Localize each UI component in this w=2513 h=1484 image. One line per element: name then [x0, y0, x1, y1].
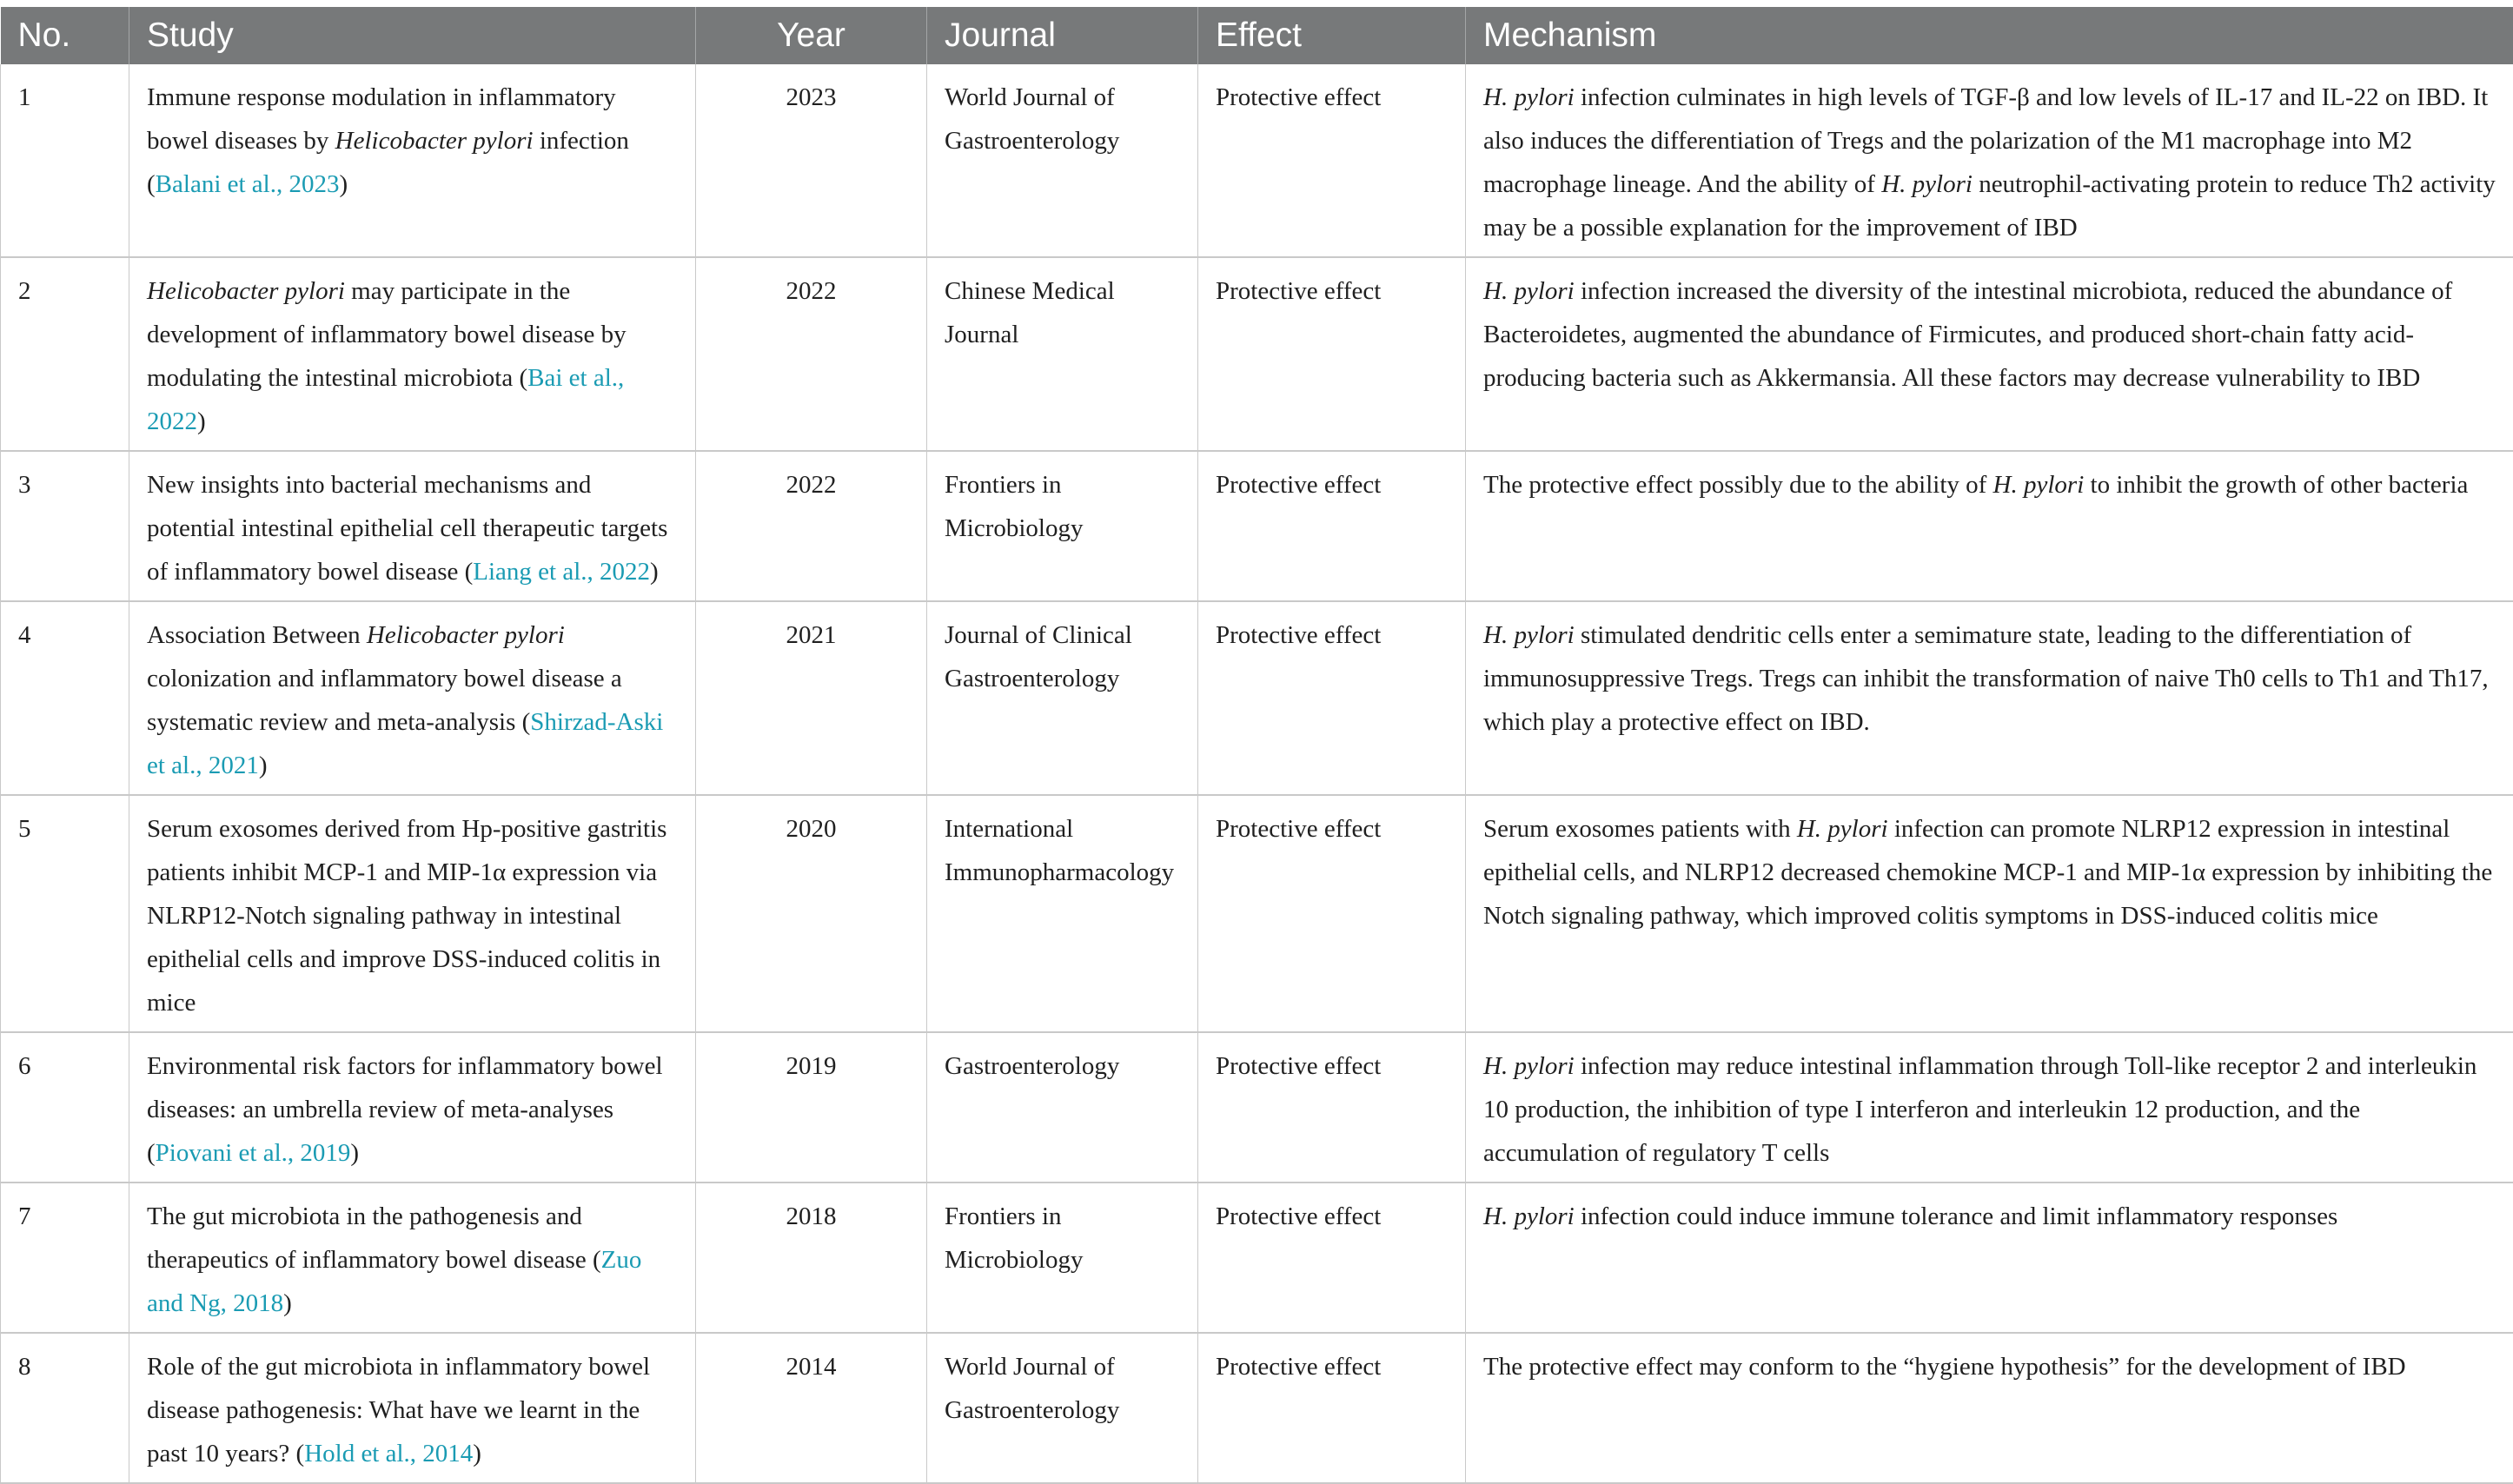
cell-no: 8 — [1, 1333, 129, 1483]
cell-study — [129, 1032, 696, 1183]
table-row — [1, 795, 2513, 1032]
cell-no: 1 — [1, 64, 129, 257]
cell-effect: Protective effect — [1198, 1183, 1466, 1333]
cell-year: 2022 — [696, 451, 927, 601]
text-run: colonization and inflammatory bowel disease a systematic review and meta-analysis ( — [147, 665, 622, 736]
text-run: The gut microbiota in the pathogenesis and therapeutics of inflammatory bowel disease ( — [147, 1202, 601, 1274]
cell-no: 5 — [1, 795, 129, 1032]
table-header — [1, 7, 2513, 64]
cell-effect: Protective effect — [1198, 601, 1466, 795]
cell-year: 2022 — [696, 257, 927, 451]
cell-no: 7 — [1, 1183, 129, 1333]
cell-study — [129, 795, 696, 1032]
text-run: Immune response modulation in inflammatory bowel diseases by — [147, 83, 616, 155]
cell-journal: World Journal of Gastroenterology — [927, 1333, 1198, 1483]
header-row — [1, 7, 2513, 64]
cell-year: 2021 — [696, 601, 927, 795]
citation-link[interactable]: Liang et al., 2022 — [473, 558, 650, 586]
cell-effect: Protective effect — [1198, 257, 1466, 451]
citation-link[interactable]: Bai et al., 2022 — [147, 364, 624, 435]
text-run: stimulated dendritic cells enter a semimature state, leading to the differentiation of immunosuppressive Tregs. Tregs can inhibit the transformation of naive Th0 cells to Th1 and Th17, which play a protective effect on IBD. — [1483, 621, 2489, 736]
cell-year: 2014 — [696, 1333, 927, 1483]
cell-journal: World Journal of Gastroenterology — [927, 64, 1198, 257]
cell-study — [129, 1333, 696, 1483]
text-run: neutrophil-activating protein to reduce Th2 activity may be a possible explanation for the improvement of IBD — [1483, 170, 2496, 242]
cell-study — [129, 64, 696, 257]
cell-mechanism — [1466, 1333, 2513, 1483]
text-run: infection can promote NLRP12 expression in intestinal epithelial cells, and NLRP12 decreased chemokine MCP-1 and MIP-1α expression by inhibiting the Notch signaling pathway, which improved colitis symptoms in DSS-induced colitis mice — [1483, 815, 2492, 930]
text-run: ) — [283, 1289, 292, 1317]
cell-mechanism — [1466, 601, 2513, 795]
cell-effect: Protective effect — [1198, 451, 1466, 601]
text-run: The protective effect may conform to the “hygiene hypothesis” for the development of IBD — [1483, 1353, 2406, 1381]
cell-journal: Journal of Clinical Gastroenterology — [927, 601, 1198, 795]
cell-study — [129, 451, 696, 601]
cell-effect: Protective effect — [1198, 1032, 1466, 1183]
text-run: ) — [259, 752, 268, 779]
cell-journal: Frontiers in Microbiology — [927, 1183, 1198, 1333]
table-row — [1, 451, 2513, 601]
italic-term: Helicobacter pylori — [335, 127, 534, 155]
text-run: ) — [197, 407, 206, 435]
italic-term: H. pylori — [1483, 277, 1575, 305]
studies-table — [0, 7, 2513, 1484]
table-row — [1, 601, 2513, 795]
italic-term: H. pylori — [1483, 1052, 1575, 1080]
text-run: New insights into bacterial mechanisms and potential intestinal epithelial cell therapeutic targets of inflammatory bowel disease ( — [147, 471, 667, 586]
header-mechanism: Mechanism — [1466, 7, 2513, 64]
cell-mechanism — [1466, 257, 2513, 451]
citation-link[interactable]: Piovani et al., 2019 — [156, 1139, 351, 1167]
italic-term: H. pylori — [1483, 83, 1575, 111]
table-body — [1, 64, 2513, 1483]
italic-term: H. pylori — [1483, 621, 1575, 649]
cell-journal: Frontiers in Microbiology — [927, 451, 1198, 601]
text-run: Association Between — [147, 621, 367, 649]
table-row — [1, 1032, 2513, 1183]
cell-mechanism — [1466, 1183, 2513, 1333]
cell-no: 2 — [1, 257, 129, 451]
cell-mechanism — [1466, 451, 2513, 601]
text-run: may participate in the development of inflammatory bowel disease by modulating the intestinal microbiota ( — [147, 277, 627, 392]
cell-year: 2019 — [696, 1032, 927, 1183]
cell-effect: Protective effect — [1198, 795, 1466, 1032]
text-run: infection culminates in high levels of TGF-β and low levels of IL-17 and IL-22 on IBD. It also induces the differentiation of Tregs and the polarization of the M1 macrophage into M2 macrophage lineage. And the ability of — [1483, 83, 2488, 198]
header-effect: Effect — [1198, 7, 1466, 64]
cell-year: 2018 — [696, 1183, 927, 1333]
text-run: The protective effect possibly due to the ability of — [1483, 471, 1993, 499]
text-run: infection may reduce intestinal inflammation through Toll-like receptor 2 and interleukin 10 production, the inhibition of type I interferon and interleukin 12 production, and the accumulation of regulatory T cells — [1483, 1052, 2477, 1167]
header-no: No. — [1, 7, 129, 64]
cell-year: 2023 — [696, 64, 927, 257]
italic-term: Helicobacter pylori — [367, 621, 565, 649]
text-run: ) — [650, 558, 659, 586]
citation-link[interactable]: Hold et al., 2014 — [304, 1440, 473, 1467]
text-run: Serum exosomes derived from Hp-positive gastritis patients inhibit MCP-1 and MIP-1α expression via NLRP12-Notch signaling pathway in intestinal epithelial cells and improve DSS-induced colitis in mice — [147, 815, 666, 1017]
header-year: Year — [696, 7, 927, 64]
header-journal: Journal — [927, 7, 1198, 64]
italic-term: H. pylori — [1993, 471, 2085, 499]
text-run: ) — [339, 170, 348, 198]
text-run: infection could induce immune tolerance and limit inflammatory responses — [1575, 1202, 2338, 1230]
table-row — [1, 1183, 2513, 1333]
text-run: Serum exosomes patients with — [1483, 815, 1797, 843]
text-run: ) — [473, 1440, 481, 1467]
italic-term: H. pylori — [1797, 815, 1888, 843]
italic-term: H. pylori — [1483, 1202, 1575, 1230]
cell-mechanism — [1466, 1032, 2513, 1183]
cell-effect: Protective effect — [1198, 64, 1466, 257]
cell-mechanism — [1466, 795, 2513, 1032]
table-row — [1, 64, 2513, 257]
header-study: Study — [129, 7, 696, 64]
cell-journal: Gastroenterology — [927, 1032, 1198, 1183]
text-run: to inhibit the growth of other bacteria — [2084, 471, 2468, 499]
citation-link[interactable]: Shirzad-Aski et al., 2021 — [147, 708, 663, 779]
text-run: Role of the gut microbiota in inflammatory bowel disease pathogenesis: What have we learnt in the past 10 years? ( — [147, 1353, 650, 1467]
table-row — [1, 1333, 2513, 1483]
cell-effect: Protective effect — [1198, 1333, 1466, 1483]
text-run: infection increased the diversity of the intestinal microbiota, reduced the abundance of Bacteroidetes, augmented the abundance of Firmicutes, and produced short-chain fatty acid-producing bacteria such as Akkermansia. All these factors may decrease vulnerability to IBD — [1483, 277, 2452, 392]
citation-link[interactable]: Balani et al., 2023 — [156, 170, 340, 198]
text-run: Environmental risk factors for inflammatory bowel diseases: an umbrella review of meta-analyses ( — [147, 1052, 663, 1167]
italic-term: H. pylori — [1881, 170, 1973, 198]
cell-no: 4 — [1, 601, 129, 795]
cell-study — [129, 601, 696, 795]
cell-study — [129, 1183, 696, 1333]
table-row — [1, 257, 2513, 451]
cell-no: 6 — [1, 1032, 129, 1183]
cell-year: 2020 — [696, 795, 927, 1032]
text-run: infection ( — [147, 127, 629, 198]
italic-term: Helicobacter pylori — [147, 277, 345, 305]
citation-link[interactable]: Zuo and Ng, 2018 — [147, 1246, 641, 1317]
text-run: ) — [350, 1139, 359, 1167]
cell-journal: Chinese Medical Journal — [927, 257, 1198, 451]
cell-study — [129, 257, 696, 451]
cell-mechanism — [1466, 64, 2513, 257]
cell-no: 3 — [1, 451, 129, 601]
cell-journal: International Immunopharmacology — [927, 795, 1198, 1032]
